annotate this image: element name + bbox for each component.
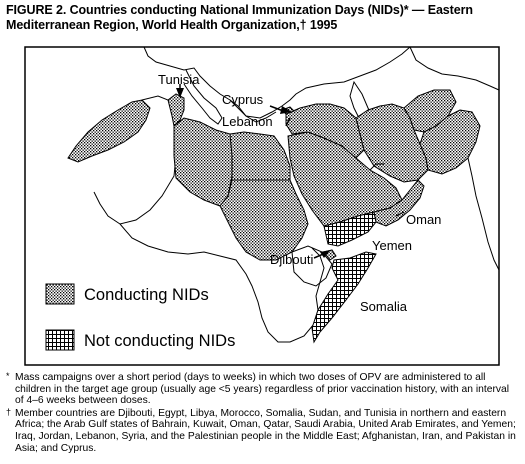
figure-title-line-1: FIGURE 2. Countries conducting National Immunization Days (NIDs)* — Eastern	[6, 3, 473, 17]
label-somalia: Somalia	[360, 299, 407, 314]
footnote-2-mark: †	[6, 406, 12, 417]
footnote-2	[6, 408, 520, 454]
legend-swatch-conducting	[46, 284, 74, 304]
legend-label-not-conducting: Not conducting NIDs	[84, 332, 236, 350]
label-tunisia: Tunisia	[158, 72, 200, 87]
figure-title-line-2: Mediterranean Region, World Health Organization,† 1995	[6, 18, 338, 32]
legend-label-conducting: Conducting NIDs	[84, 286, 209, 304]
label-cyprus: Cyprus	[222, 92, 264, 107]
footnote-1-mark: *	[6, 371, 10, 381]
footnotes	[6, 372, 520, 455]
footnote-2-text: Member countries are Djibouti, Egypt, Libya, Morocco, Somalia, Sudan, and Tunisia in northern and eastern Africa; the Arab Gulf states of Bahrain, Kuwait, Oman, Qatar, Saudi Arabia, United Arab Emirates, and Yemen; Iraq, Jordan, Lebanon, Syria, and the Palestinian people in the Middle East; Afghanistan, Iran, and Pakistan in Asia; and Cyprus.	[15, 407, 516, 454]
label-oman: Oman	[406, 212, 442, 227]
label-yemen: Yemen	[372, 238, 412, 253]
footnote-1-text: Mass campaigns over a short period (days to weeks) in which two doses of OPV are administered to all children in the target age group (usually age <5 years) regardless of prior vaccination history, with an interval of 4–6 weeks between doses.	[15, 372, 510, 407]
figure-title	[6, 3, 521, 33]
footnote-1	[6, 372, 520, 407]
label-djibouti: Djibouti	[270, 252, 314, 267]
legend-swatch-not-conducting	[46, 330, 74, 350]
region-map	[24, 46, 500, 366]
label-lebanon: Lebanon	[222, 114, 273, 129]
